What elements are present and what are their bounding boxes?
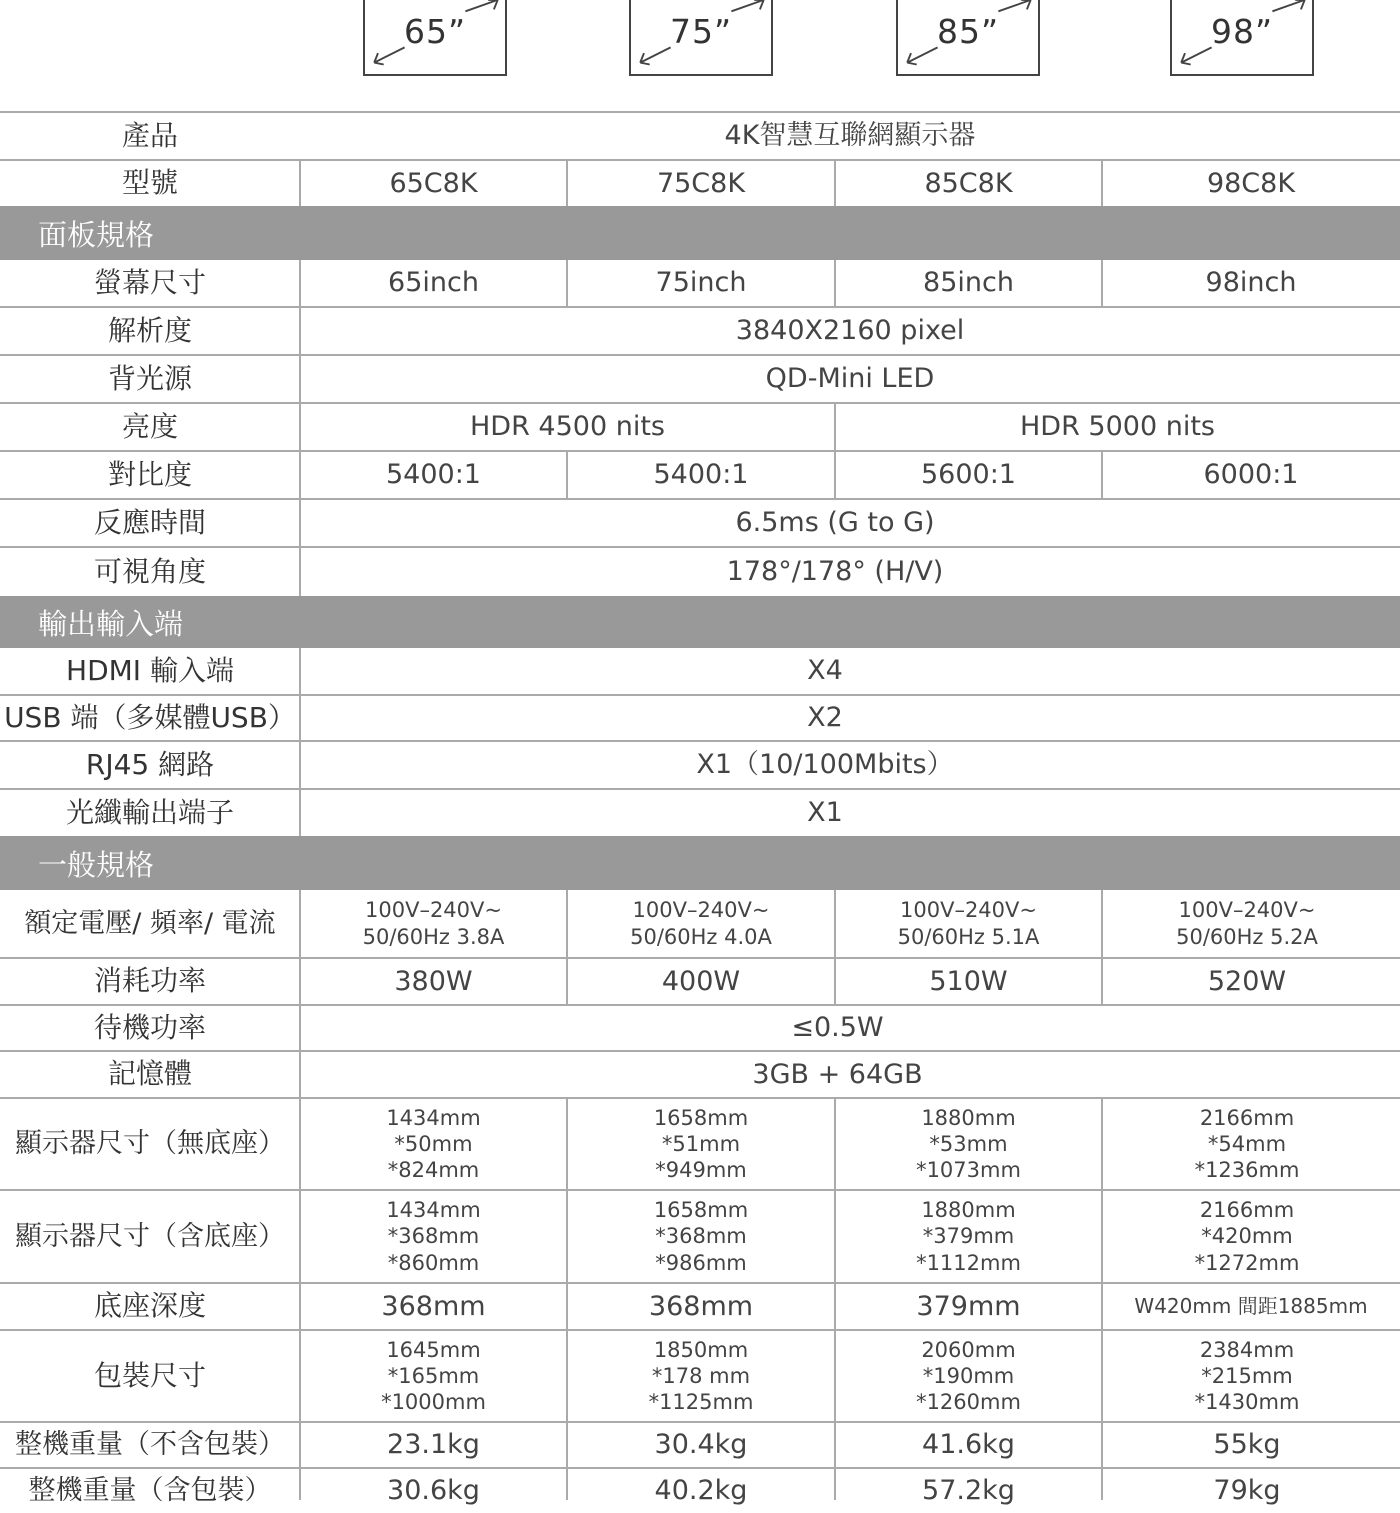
cell-dim-with-stand: 2166mm *420mm *1272mm (1194, 1198, 1300, 1275)
cell-brightness: HDR 5000 nits (1020, 411, 1215, 443)
cell-voltage: 100V–240V~ 50/60Hz 5.1A (897, 898, 1040, 949)
cell-screen-size: 98inch (1205, 267, 1297, 299)
cell-standby: ≤0.5W (791, 1012, 884, 1044)
row-label-gross-weight: 整機重量（含包裝） (28, 1475, 272, 1507)
cell-stand-depth: 368mm (381, 1290, 486, 1322)
row-label-standby: 待機功率 (93, 1010, 206, 1044)
row-label-model: 型號 (121, 166, 178, 200)
cell-dim-with-stand: 1658mm *368mm *986mm (653, 1198, 749, 1275)
cell-stand-depth: 368mm (648, 1290, 754, 1322)
cell-dim-no-stand: 2166mm *54mm *1236mm (1194, 1105, 1300, 1183)
cell-usb: X2 (807, 702, 843, 734)
cell-dim-no-stand: 1658mm *51mm *949mm (653, 1105, 749, 1183)
cell-net-weight: 41.6kg (922, 1429, 1015, 1461)
cell-model: 85C8K (924, 167, 1013, 199)
cell-dim-with-stand: 1880mm *379mm *1112mm (916, 1198, 1021, 1275)
cell-power: 520W (1207, 965, 1287, 997)
row-label-backlight: 背光源 (107, 361, 192, 395)
row-label-response-time: 反應時間 (93, 505, 206, 539)
row-label-viewing-angle: 可視角度 (93, 554, 206, 588)
row-label-optical: 光纖輸出端子 (65, 795, 234, 829)
cell-backlight: QD-Mini LED (765, 363, 935, 395)
row-label-resolution: 解析度 (107, 313, 192, 347)
section-header-io: 輸出輸入端 (0, 596, 1400, 648)
size-icon-label: 75” (669, 12, 733, 51)
cell-screen-size: 85inch (923, 267, 1014, 299)
cell-power: 510W (929, 965, 1008, 997)
cell-contrast: 5400:1 (386, 459, 481, 491)
cell-stand-depth: W420mm 間距1885mm (1134, 1293, 1368, 1318)
cell-net-weight: 55kg (1213, 1429, 1281, 1461)
size-icon-label: 85” (936, 12, 1000, 51)
cell-rj45: X1（10/100Mbits） (696, 749, 954, 781)
cell-stand-depth: 379mm (916, 1290, 1021, 1322)
cell-optical: X1 (807, 797, 843, 829)
cell-power: 400W (661, 965, 741, 997)
size-icons-header (0, 0, 1400, 112)
cell-hdmi: X4 (807, 655, 843, 687)
cell-package-size: 2060mm *190mm *1260mm (916, 1337, 1021, 1415)
cell-net-weight: 23.1kg (387, 1429, 480, 1461)
cell-viewing-angle: 178°/178° (H/V) (726, 556, 944, 588)
row-label-usb: USB 端（多媒體USB） (4, 700, 296, 734)
cell-contrast: 6000:1 (1203, 459, 1299, 491)
size-icon-label: 98” (1210, 12, 1274, 51)
row-label-product: 產品 (121, 118, 178, 152)
size-icon-label: 65” (403, 12, 467, 51)
cell-model: 65C8K (389, 167, 478, 199)
row-label-contrast: 對比度 (107, 457, 192, 491)
row-label-hdmi: HDMI 輸入端 (66, 653, 234, 687)
row-label-net-weight: 整機重量（不含包裝） (15, 1429, 285, 1461)
cell-resolution: 3840X2160 pixel (735, 315, 965, 347)
row-label-screen-size: 螢幕尺寸 (93, 265, 206, 299)
cell-screen-size: 75inch (655, 267, 747, 299)
row-label-dim-with-stand: 顯示器尺寸（含底座） (15, 1220, 285, 1252)
cell-package-size: 2384mm *215mm *1430mm (1194, 1337, 1300, 1415)
cell-brightness: HDR 4500 nits (470, 411, 665, 443)
cell-contrast: 5600:1 (921, 459, 1016, 491)
cell-gross-weight: 30.6kg (387, 1475, 480, 1507)
cell-voltage: 100V–240V~ 50/60Hz 3.8A (362, 898, 505, 949)
cell-net-weight: 30.4kg (654, 1429, 748, 1461)
size-icon-98 (1170, 0, 1314, 76)
size-icon-85 (896, 0, 1040, 76)
cell-package-size: 1645mm *165mm *1000mm (381, 1337, 486, 1415)
size-icon-65 (363, 0, 507, 76)
cell-dim-no-stand: 1434mm *50mm *824mm (386, 1105, 481, 1183)
row-label-rj45: RJ45 網路 (85, 747, 215, 781)
section-header-panel: 面板規格 (0, 206, 1400, 260)
row-label-package-size: 包裝尺寸 (93, 1358, 206, 1392)
cell-gross-weight: 57.2kg (922, 1475, 1015, 1507)
row-label-stand-depth: 底座深度 (93, 1289, 206, 1323)
cell-memory: 3GB + 64GB (752, 1058, 923, 1090)
cell-power: 380W (394, 965, 473, 997)
cell-model: 75C8K (656, 167, 746, 199)
cell-model: 98C8K (1206, 167, 1296, 199)
row-label-brightness: 亮度 (121, 409, 178, 443)
section-header-general: 一般規格 (0, 836, 1400, 890)
cell-contrast: 5400:1 (653, 459, 749, 491)
cell-dim-with-stand: 1434mm *368mm *860mm (386, 1198, 481, 1275)
cell-response-time: 6.5ms (G to G) (735, 507, 935, 539)
row-label-voltage: 額定電壓/ 頻率/ 電流 (24, 907, 276, 939)
row-label-memory: 記憶體 (107, 1057, 192, 1091)
row-label-dim-no-stand: 顯示器尺寸（無底座） (15, 1128, 285, 1160)
row-label-power: 消耗功率 (93, 964, 206, 998)
size-icon-75 (629, 0, 773, 76)
cell-gross-weight: 40.2kg (654, 1475, 748, 1507)
cell-voltage: 100V–240V~ 50/60Hz 5.2A (1176, 898, 1318, 949)
cell-package-size: 1850mm *178 mm *1125mm (648, 1337, 754, 1415)
cell-gross-weight: 79kg (1213, 1475, 1281, 1507)
cell-voltage: 100V–240V~ 50/60Hz 4.0A (630, 898, 772, 949)
cell-dim-no-stand: 1880mm *53mm *1073mm (916, 1105, 1021, 1183)
cell-product-name: 4K智慧互聯網顯示器 (724, 120, 976, 152)
cell-screen-size: 65inch (388, 267, 479, 299)
